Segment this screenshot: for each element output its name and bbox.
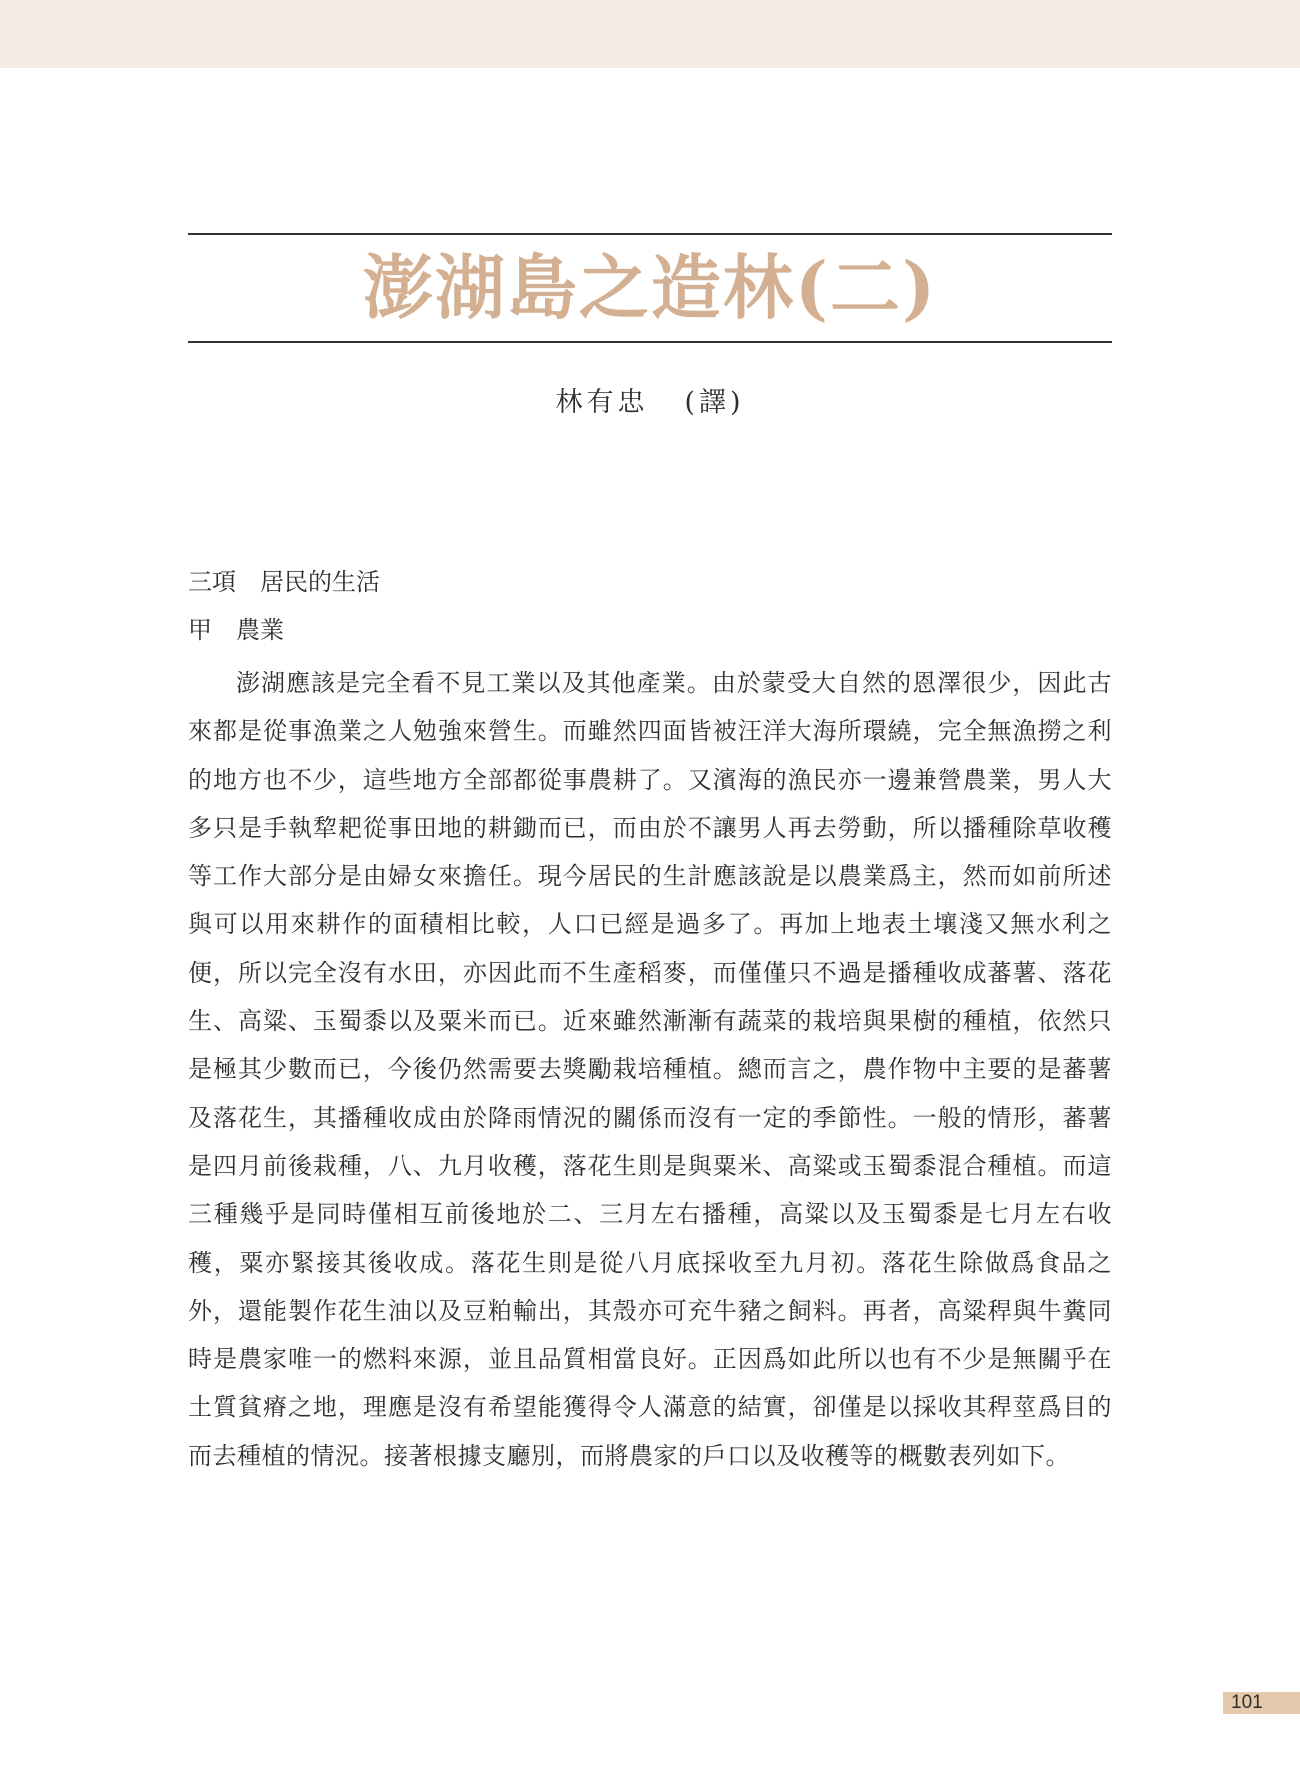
author-name: 林有忠 — [555, 387, 649, 418]
section-subheading: 甲 農業 — [188, 616, 284, 644]
page-number: 101 — [1223, 1692, 1300, 1714]
title-bottom-rule — [188, 341, 1112, 343]
author-line — [188, 381, 1112, 425]
author-role: (譯) — [684, 387, 745, 418]
article-title: 澎湖島之造林(二) — [362, 246, 938, 329]
header-band — [0, 0, 1300, 68]
body-paragraph: 澎湖應該是完全看不見工業以及其他產業。由於蒙受大自然的恩澤很少，因此古來都是從事漁業之人勉強來營生。而雖然四面皆被汪洋大海所環繞，完全無漁撈之利的地方也不少，這些地方全部都從事農耕了。又濱海的漁民亦一邊兼營農業，男人大多只是手執犂耙從事田地的耕鋤而已，而由於不讓男人再去勞動，所以播種除草收穫等工作大部分是由婦女來擔任。現今居民的生計應該說是以農業爲主，然而如前所述與可以用來耕作的面積相比較，人口已經是過多了。再加上地表土壤淺又無水利之便，所以完全沒有水田，亦因此而不生產稻麥，而僅僅只不過是播種收成蕃薯、落花生、高粱、玉蜀黍以及粟米而已。近來雖然漸漸有蔬菜的栽培與果樹的種植，依然只是極其少數而已，今後仍然需要去獎勵栽培種植。總而言之，農作物中主要的是蕃薯及落花生，其播種收成由於降雨情況的關係而沒有一定的季節性。一般的情形，蕃薯是四月前後栽種，八、九月收穫，落花生則是與粟米、高粱或玉蜀黍混合種植。而這三種幾乎是同時僅相互前後地於二、三月左右播種，高粱以及玉蜀黍是七月左右收穫，粟亦緊接其後收成。落花生則是從八月底採收至九月初。落花生除做爲食品之外，還能製作花生油以及豆粕輸出，其殼亦可充牛豬之飼料。再者，高粱稈與牛糞同時是農家唯一的燃料來源，並且品質相當良好。正因爲如此所以也有不少是無關乎在土質貧瘠之地，理應是沒有希望能獲得令人滿意的結實，卻僅是以採收其稈莖爲目的而去種植的情況。接著根據支廳別，而將農家的戶口以及收穫等的概數表列如下。 — [188, 669, 1112, 1470]
section-heading: 三項 居民的生活 — [188, 568, 380, 596]
title-top-rule — [188, 233, 1112, 235]
